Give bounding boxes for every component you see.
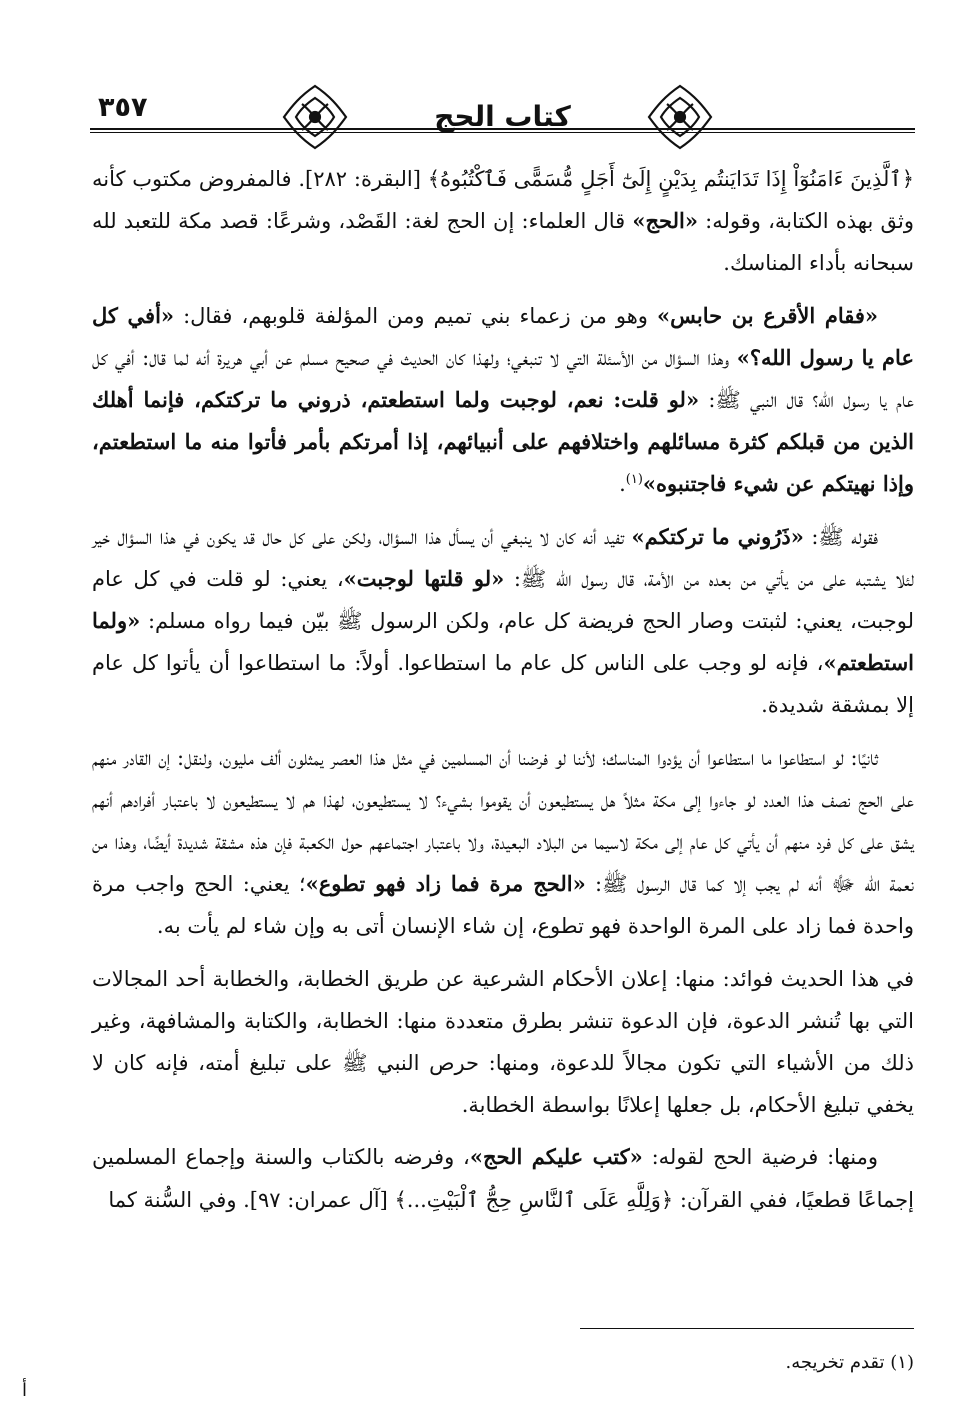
page-number: ٣٥٧: [98, 92, 148, 123]
bold-text: «أفي كل عام يا رسول الله؟»: [92, 302, 914, 370]
bold-text: «الحج مرة فما زاد فهو تطوع»: [305, 871, 586, 897]
page-header: [90, 82, 915, 154]
text-segment: تفيد أنه كان لا ينبغي أن يسأل هذا السؤال، ولكن على كل حال قد يكون في هذا السؤال خير لئلا يشتبه على من يأتي من بعده من الأمة، قال رسول الله ﷺ:: [92, 524, 915, 591]
edge-mark: أ: [22, 1380, 28, 1401]
bold-text: «ولما استطعتم»: [92, 608, 914, 676]
bold-text: «فقام الأقرع بن حابس»: [656, 302, 879, 328]
text-segment: ﴿ٱلَّذِينَ ءَامَنُوٓاْ إِذَا تَدَايَنتُم بِدَيْنٍ إِلَىٰٓ أَجَلٍ مُّسَمًّى فَٱكْتُبُوهُ﴾ [البقرة: ٢٨٢]. فالمفروض مكتوب كأنه وثق بهذه الكتابة، وقوله:: [92, 167, 914, 234]
text-segment: ؛ يعني: الحج واجب مرة واحدة فما زاد على المرة الواحدة فهو تطوع، إن شاء الإنسان أتى به وإن شاء لم يأت به.: [92, 872, 914, 939]
text-segment: وهو من زعماء بني تميم ومن المؤلفة قلوبهم، فقال:: [174, 303, 657, 328]
paragraph: [92, 516, 914, 727]
ornament-left-icon: [280, 82, 350, 152]
paragraph: [92, 158, 914, 285]
footnote: (١) تقدم تخريجه.: [785, 1352, 914, 1373]
text-segment: وهذا السؤال من الأسئلة التي لا تنبغي؛ ولهذا كان الحديث في صحيح مسلم عن أبي هريرة أنه لما قال: أفي كل عام يا رسول الله؟ قال النبي ﷺ:: [92, 345, 914, 413]
paragraph: [92, 958, 914, 1127]
bold-text: «ذَرُوني ما تركتكم»: [631, 523, 804, 549]
text-segment: ، فإنه لو وجب على الناس كل عام ما استطاعوا. أولاً: ما استطاعوا أن يأتوا كل عام إلا بمشقة شديدة.: [92, 651, 914, 718]
paragraph: [92, 1136, 914, 1220]
ornament-right-icon: [645, 82, 715, 152]
text-segment: ، يعني: لو قلت في كل عام لوجبت، يعني: لثبتت وصار الحج فريضة كل عام، ولكن الرسول ﷺ بيّن فيما رواه مسلم:: [92, 566, 914, 634]
header-rule-thin: [90, 132, 915, 133]
text-segment: ، وفرضه بالكتاب والسنة وإجماع المسلمين إجماعًا قطعيًا، ففي القرآن: ﴿وَلِلَّهِ عَلَى ٱلنَّاسِ حِجُّ ٱلْبَيْتِ...﴾ [آل عمران: ٩٧]. وفي السُّنة كما: [92, 1145, 914, 1212]
bold-text: «لو قلتها لوجبت»: [343, 565, 505, 591]
paragraph: [92, 737, 914, 948]
text-segment: قال العلماء: إن الحج لغة: القَصْد، وشرعًا: قصد مكة للتعبد لله سبحانه بأداء المناسك.: [92, 209, 914, 276]
text-segment: .: [619, 472, 626, 497]
footnote-rule: [580, 1328, 914, 1329]
book-title: كتاب الحج: [434, 100, 571, 133]
page-body: [92, 158, 914, 1231]
bold-text: «كتب عليكم الحج»: [469, 1144, 643, 1170]
text-segment: في هذا الحديث فوائد: منها: إعلان الأحكام الشرعية عن طريق الخطابة، والخطابة أحد المجالات التي بها تُنشر الدعوة، فإن الدعوة تنشر بطرق متعددة منها: الخطابة، والكتابة والمشافهة، وغير ذلك من الأشياء التي تكون مجالاً للدعوة، ومنها: حرص النبي ﷺ على تبليغ أمته، فإنه كان لا يخفي تبليغ الأحكام، بل جعلها إعلانًا بواسطة الخطابة.: [92, 966, 914, 1118]
footnote-ref: (١): [625, 472, 643, 488]
paragraph: [92, 295, 914, 506]
bold-text: «الحج»: [632, 208, 698, 234]
bold-text: «لو قلت: نعم، لوجبت ولما استطعتم، ذروني ما تركتكم، فإنما أهلك الذين من قبلكم كثرة مسائلهم واختلافهم على أنبيائهم، إذا أمرتكم بأمر فأتوا منه ما استطعتم، وإذا نهيتكم عن شيء فاجتنبوه»: [92, 387, 914, 497]
text-segment: ومنها: فرضية الحج لقوله:: [642, 1145, 878, 1170]
header-rule: [90, 128, 915, 130]
text-segment: فقوله ﷺ:: [803, 524, 879, 549]
text-segment: ثانيًا: لو استطاعوا ما استطاعوا أن يؤدوا المناسك؛ لأننا لو فرضنا أن المسلمين في مثل هذا العصر يمثلون ألف مليون، ولنقل: إن القادر منهم على الحج نصف هذا العدد لو جاءوا إلى مكة مثلاً هل يستطيعون أن يقوموا بشيء؟ لا يستطيعون، لهذا هم لا يستطيعون لا باعتبار أفرادهم أنهم يشق على كل فرد منهم أن يأتي كل عام إلى مكة لاسيما من البلاد البعيدة، ولا باعتبار اجتماعهم حول الكعبة فإن هذه مشقة شديدة أيضًا، وهذا من نعمة الله ﷻ أنه لم يجب إلا كما قال الرسول ﷺ:: [92, 745, 914, 897]
